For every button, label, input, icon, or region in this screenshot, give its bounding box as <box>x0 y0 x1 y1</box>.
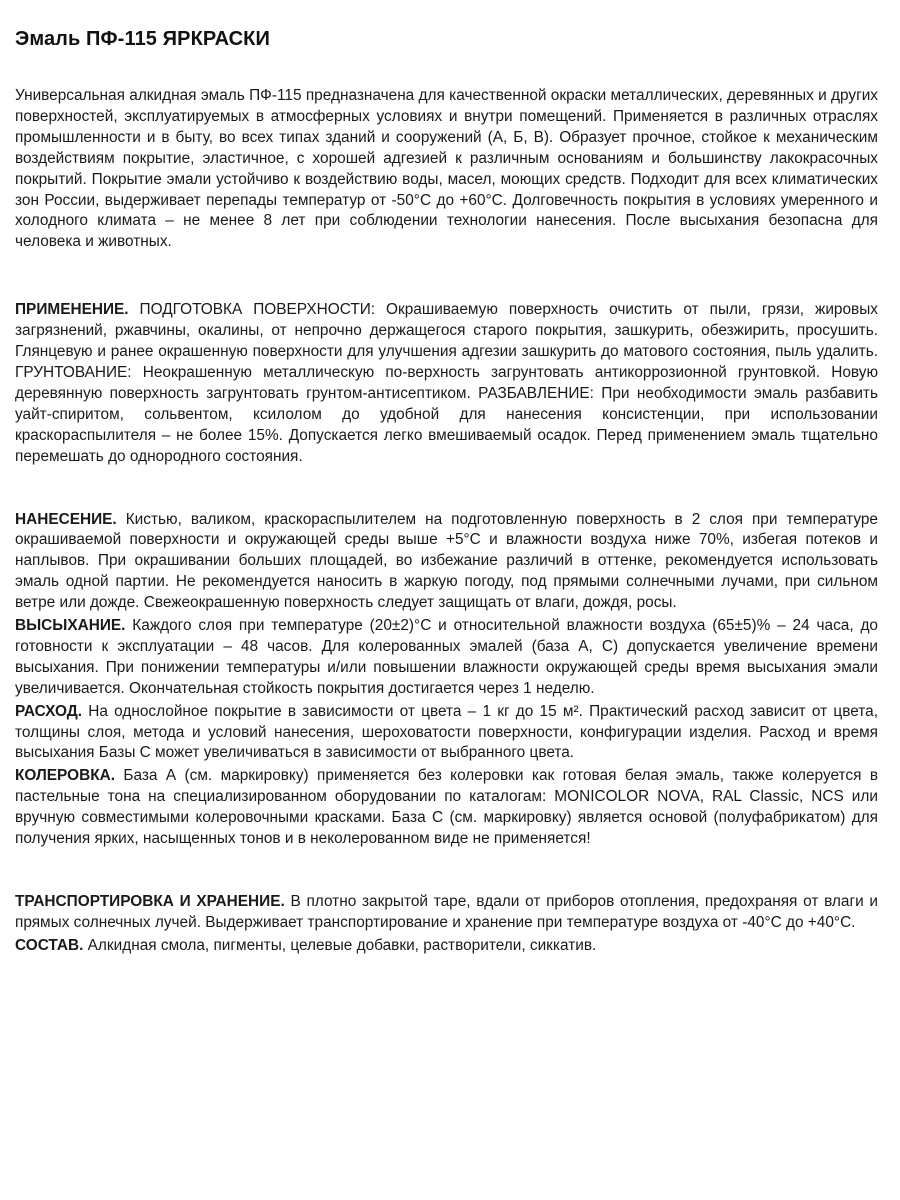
tinting-text: База А (см. маркировку) применяется без колеровки как готовая белая эмаль, также колеруется в пастельные тона на специализированном оборудовании по каталогам: MONICOLOR NOVA, RAL Classic, NCS или вручную совместимыми колеровочными красками. База С (см. маркировку) является основой (полуфабрикатом) для получения ярких, насыщенных тонов и в неколерованном виде не применяется! <box>15 767 878 848</box>
composition-heading: СОСТАВ. <box>15 936 84 954</box>
application-paragraph <box>15 300 878 467</box>
drying-paragraph <box>15 616 878 700</box>
consumption-paragraph <box>15 702 878 765</box>
composition-text: Алкидная смола, пигменты, целевые добавки, растворители, сиккатив. <box>83 936 597 954</box>
tinting-heading: КОЛЕРОВКА. <box>15 767 115 785</box>
consumption-text: На однослойное покрытие в зависимости от цвета – 1 кг до 15 м². Практический расход зависит от цвета, толщины слоя, метода и условий нанесения, шероховатости поверхности, конфигурации изделия. Расход и время высыхания Базы С может увеличиваться в зависимости от выбранного цвета. <box>15 702 878 762</box>
composition-paragraph <box>15 936 878 957</box>
storage-heading: ТРАНСПОРТИРОВКА И ХРАНЕНИЕ. <box>15 893 285 910</box>
tinting-paragraph <box>15 766 878 850</box>
intro-paragraph: Универсальная алкидная эмаль ПФ-115 предназначена для качественной окраски металлических, деревянных и других поверхностей, эксплуатируемых в атмосферных условиях и внутри помещений. Применяется в различных отраслях промышленности и в быту, во всех типах зданий и сооружений (А, Б, В). Образует прочное, стойкое к механическим воздействиям покрытие, эластичное, с хорошей адгезией к различным основаниям и большинству лакокрасочных покрытий. Покрытие эмали устойчиво к воздействию воды, масел, моющих средств. Подходит для всех климатических зон России, выдерживает перепады температур от -50°С до +60°С. Долговечность покрытия в условиях умеренного и холодного климата – не менее 8 лет при соблюдении технологии нанесения. После высыхания безопасна для человека и животных. <box>15 87 878 251</box>
consumption-heading: РАСХОД. <box>15 702 83 720</box>
storage-paragraph <box>15 892 878 934</box>
coating-paragraph <box>15 510 878 615</box>
drying-text: Каждого слоя при температуре (20±2)°С и относительной влажности воздуха (65±5)% – 24 часа, до готовности к эксплуатации – 48 часов. Для колерованных эмалей (база А, С) допускается увеличение времени высыхания. При понижении температуры и/или повышении влажности окружающей среды время высыхания эмали увеличивается. Окончательная стойкость покрытия достигается через 1 неделю. <box>15 617 878 697</box>
coating-text: Кистью, валиком, краскораспылителем на подготовленную поверхность в 2 слоя при температуре окрашиваемой поверхности и окружающей среды выше +5°С и влажности воздуха ниже 70%, избегая потеков и наплывов. При окрашивании больших площадей, во избежание различий в оттенке, рекомендуется использовать эмаль одной партии. Не рекомендуется наносить в жаркую погоду, под прямыми солнечными лучами, при сильном ветре или дожде. Свежеокрашенную поверхность следует защищать от влаги, дождя, росы. <box>15 510 878 612</box>
drying-heading: ВЫСЫХАНИЕ. <box>15 617 126 635</box>
coating-heading: НАНЕСЕНИЕ. <box>15 510 117 528</box>
document-title: Эмаль ПФ-115 ЯРКРАСКИ <box>15 28 270 50</box>
application-text: ПОДГОТОВКА ПОВЕРХНОСТИ: Окрашиваемую поверхность очистить от пыли, грязи, жировых загрязнений, ржавчины, окалины, от непрочно держащегося старого покрытия, зашкурить, обезжирить, просушить. Глянцевую и ранее окрашенную поверхности для улучшения адгезии зашкурить до матового состояния, пыль удалить. ГРУНТОВАНИЕ: Неокрашенную металлическую по-верхность загрунтовать антикоррозионной грунтовкой. Новую деревянную поверхность загрунтовать грунтом-антисептиком. РАЗБАВЛЕНИЕ: При необходимости эмаль разбавить уайт-спиритом, сольвентом, ксилолом до удобной для нанесения консистенции, при использовании краскораспылителя – не более 15%. Допускается легко вмешиваемый осадок. Перед применением эмаль тщательно перемешать до однородного состояния. <box>15 301 878 465</box>
storage-text: В плотно закрытой таре, вдали от приборов отопления, предохраняя от влаги и прямых солнечных лучей. Выдерживает транспортирование и хранение при температуре воздуха от -40°С до +40°С. <box>15 893 878 931</box>
application-heading: ПРИМЕНЕНИЕ. <box>15 301 129 319</box>
